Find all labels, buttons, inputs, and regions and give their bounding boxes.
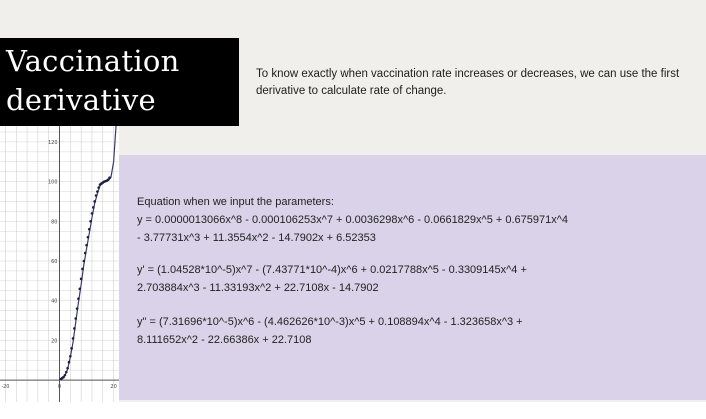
data-point — [74, 317, 77, 320]
y-tick-label: 60 — [51, 259, 58, 265]
title-line-1: Vaccination — [6, 44, 180, 78]
data-point — [95, 194, 98, 197]
slide-title — [0, 38, 239, 126]
data-point — [88, 228, 91, 231]
intro-text: To know exactly when vaccination rate increases or decreases, we can use the first derivative to calculate rate of change. — [256, 68, 680, 97]
y-tick-label: 40 — [51, 298, 58, 305]
polynomial-equation-block — [137, 193, 568, 247]
data-point — [70, 347, 73, 350]
data-point — [85, 244, 88, 247]
first-derivative-block — [137, 261, 527, 297]
data-point — [81, 268, 84, 271]
data-point — [96, 190, 99, 193]
data-point — [83, 260, 86, 263]
first-derivative-line-1: y' = (1.04528*10^-5)x^7 - (7.43771*10^-4)x^6 + 0.0217788x^5 - 0.3309145x^4 + — [137, 264, 527, 276]
y-tick-label: 20 — [51, 338, 58, 345]
data-point — [72, 337, 75, 340]
data-point — [73, 327, 76, 330]
y-tick-label: 100 — [47, 179, 58, 186]
data-point — [89, 220, 92, 223]
equation-y-line-1: y = 0.0000013066x^8 - 0.000106253x^7 + 0.0036298x^6 - 0.0661829x^5 + 0.675971x^4 — [137, 214, 569, 226]
x-tick-label: -20 — [1, 384, 10, 391]
data-point — [80, 278, 83, 281]
second-derivative-line-2: 8.111652x^2 - 22.66386x + 22.7108 — [137, 334, 312, 346]
data-point — [84, 252, 87, 255]
data-point — [78, 287, 81, 290]
equation-heading: Equation when we input the parameters: — [137, 196, 334, 208]
y-tick-label: 120 — [47, 139, 58, 146]
second-derivative-line-1: y" = (7.31696*10^-5)x^6 - (4.462626*10^-3)x^5 + 0.108894x^4 - 1.323658x^3 + — [137, 316, 523, 328]
data-point — [65, 371, 68, 374]
data-point — [97, 186, 100, 189]
data-point — [108, 176, 111, 179]
data-point — [87, 236, 90, 239]
equation-y-line-2: - 3.77731x^3 + 11.3554x^2 - 14.7902x + 6.52353 — [137, 232, 376, 244]
first-derivative-line-2: 2.703884x^3 - 11.33193x^2 + 22.7108x - 14.7902 — [137, 282, 379, 294]
screen-bottom-strip — [0, 402, 706, 419]
data-point — [66, 367, 69, 370]
data-point — [91, 212, 94, 215]
x-tick-label: 20 — [110, 384, 117, 391]
y-tick-label: 80 — [51, 219, 58, 226]
data-point — [68, 361, 71, 364]
vaccination-graph — [0, 126, 119, 402]
data-point — [69, 355, 72, 358]
x-tick-label: 0 — [57, 384, 62, 391]
data-point — [77, 297, 80, 300]
data-point — [76, 307, 79, 310]
title-line-2: derivative — [6, 83, 157, 117]
second-derivative-block — [137, 313, 523, 349]
data-point — [93, 200, 96, 203]
data-point — [64, 374, 67, 377]
data-point — [92, 206, 95, 209]
